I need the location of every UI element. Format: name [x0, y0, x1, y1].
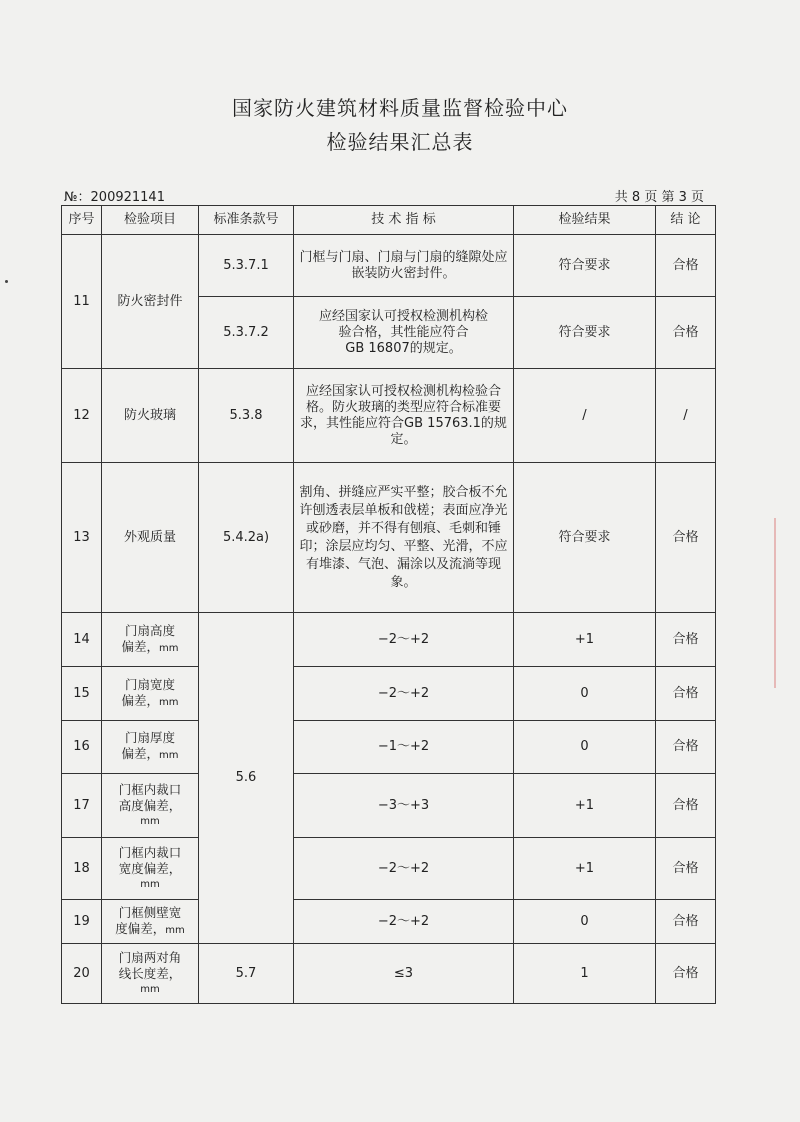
item-text: 偏差，	[121, 638, 160, 654]
header-verdict: 结 论	[656, 206, 716, 235]
item-line	[106, 921, 194, 939]
header-clause: 标准条款号	[199, 206, 294, 235]
row-clause: 5.3.7.1	[199, 235, 294, 297]
row-verdict: 合格	[656, 944, 716, 1004]
document-subtitle: 检验结果汇总表	[326, 130, 474, 154]
seal-stamp-edge	[774, 518, 800, 688]
item-line	[106, 639, 194, 657]
item-text: 度偏差，	[115, 920, 166, 936]
header-no: 序号	[62, 206, 102, 235]
item-line	[106, 693, 194, 711]
row-spec: −3～+3	[294, 774, 514, 838]
scan-speck	[5, 280, 8, 283]
table-row	[62, 369, 716, 463]
row-verdict: 合格	[656, 613, 716, 667]
header-spec: 技 术 指 标	[294, 206, 514, 235]
row-spec	[294, 297, 514, 369]
row-no: 17	[62, 774, 102, 838]
spec-line: 应经国家认可授权检测机构检	[318, 308, 488, 324]
table-row	[62, 613, 716, 667]
row-item	[102, 774, 199, 838]
results-table	[61, 205, 716, 1004]
item-line: 门框内裁口	[118, 781, 182, 797]
row-no: 18	[62, 838, 102, 900]
row-clause: 5.3.8	[199, 369, 294, 463]
row-item	[102, 667, 199, 721]
table-row	[62, 944, 716, 1004]
item-line: 门框内裁口	[118, 844, 182, 860]
row-no: 19	[62, 900, 102, 944]
row-clause: 5.7	[199, 944, 294, 1004]
table-row	[62, 235, 716, 297]
item-line: 门扇两对角	[118, 949, 182, 965]
row-item: 外观质量	[102, 463, 199, 613]
row-spec: 应经国家认可授权检测机构检验合格。防火玻璃的类型应符合标准要求，其性能应符合GB 15763.1的规定。	[294, 369, 514, 463]
row-verdict: 合格	[656, 463, 716, 613]
row-no: 16	[62, 721, 102, 774]
row-spec: −2～+2	[294, 613, 514, 667]
row-verdict: 合格	[656, 774, 716, 838]
row-clause: 5.6	[199, 613, 294, 944]
row-verdict: 合格	[656, 721, 716, 774]
unit-label: mm	[140, 983, 160, 995]
item-text: 偏差，	[121, 692, 160, 708]
row-result: 0	[514, 667, 656, 721]
row-item: 防火玻璃	[102, 369, 199, 463]
row-verdict: 合格	[656, 297, 716, 369]
row-verdict: 合格	[656, 838, 716, 900]
row-spec: 割角、拼缝应严实平整；胶合板不允许刨透表层单板和戗槎；表面应净光或砂磨，并不得有刨痕、毛刺和锤印；涂层应均匀、平整、光滑，不应有堆漆、气泡、漏涂以及流淌等现象。	[294, 463, 514, 613]
row-result: 符合要求	[514, 235, 656, 297]
table-row	[62, 900, 716, 944]
item-line: 门框侧壁宽	[118, 904, 182, 920]
row-no: 15	[62, 667, 102, 721]
unit-label: mm	[140, 878, 160, 890]
table-row	[62, 667, 716, 721]
row-item: 防火密封件	[102, 235, 199, 369]
item-line: 宽度偏差，	[118, 860, 182, 876]
header-item: 检验项目	[102, 206, 199, 235]
row-result: +1	[514, 774, 656, 838]
row-no: 11	[62, 235, 102, 369]
row-no: 14	[62, 613, 102, 667]
row-result: 0	[514, 721, 656, 774]
row-item	[102, 838, 199, 900]
row-spec: −2～+2	[294, 838, 514, 900]
item-line	[106, 746, 194, 764]
row-result: +1	[514, 613, 656, 667]
row-spec: −1～+2	[294, 721, 514, 774]
row-verdict: 合格	[656, 235, 716, 297]
row-no: 20	[62, 944, 102, 1004]
table-header-row	[62, 206, 716, 235]
page-count: 共 8 页 第 3 页	[614, 190, 704, 205]
unit-label: mm	[159, 642, 179, 654]
header-result: 检验结果	[514, 206, 656, 235]
table-row	[62, 721, 716, 774]
item-text: 偏差，	[121, 746, 160, 761]
unit-label: mm	[159, 750, 179, 761]
row-item	[102, 944, 199, 1004]
item-line: 门扇宽度	[124, 676, 175, 692]
row-verdict: 合格	[656, 667, 716, 721]
row-result: 符合要求	[514, 463, 656, 613]
report-number: №：200921141	[64, 190, 165, 205]
unit-label: mm	[159, 696, 179, 708]
spec-line: 验合格，其性能应符合	[338, 324, 469, 340]
row-clause: 5.3.7.2	[199, 297, 294, 369]
row-result: 0	[514, 900, 656, 944]
item-line: 高度偏差，	[118, 797, 182, 813]
row-spec: −2～+2	[294, 667, 514, 721]
row-verdict: /	[656, 369, 716, 463]
item-line: 线长度差，	[118, 965, 182, 981]
row-item	[102, 613, 199, 667]
unit-label: mm	[165, 924, 185, 936]
row-result: /	[514, 369, 656, 463]
item-line: 门扇高度	[124, 622, 175, 638]
table-row	[62, 838, 716, 900]
document-title: 国家防火建筑材料质量监督检验中心	[232, 96, 568, 120]
row-item	[102, 900, 199, 944]
spec-line: GB 16807的规定。	[345, 340, 462, 356]
row-clause: 5.4.2a)	[199, 463, 294, 613]
unit-label: mm	[140, 815, 160, 827]
table-row	[62, 774, 716, 838]
row-item	[102, 721, 199, 774]
row-verdict: 合格	[656, 900, 716, 944]
row-spec: 门框与门扇、门扇与门扇的缝隙处应嵌装防火密封件。	[294, 235, 514, 297]
table-row	[62, 463, 716, 613]
row-result: +1	[514, 838, 656, 900]
row-result: 1	[514, 944, 656, 1004]
row-spec: −2～+2	[294, 900, 514, 944]
row-no: 13	[62, 463, 102, 613]
row-no: 12	[62, 369, 102, 463]
row-spec: ≤3	[294, 944, 514, 1004]
row-result: 符合要求	[514, 297, 656, 369]
item-line: 门扇厚度	[124, 730, 175, 745]
